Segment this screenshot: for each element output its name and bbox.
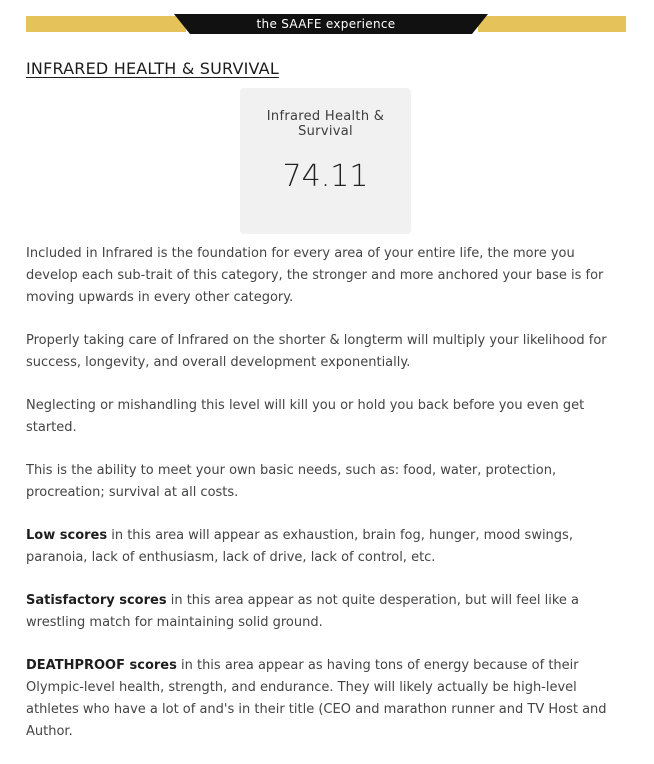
low-scores-label: Low scores	[26, 528, 108, 543]
paragraph-satisfactory-scores	[26, 590, 626, 634]
paragraph-text: Properly taking care of Infrared on the shorter & longterm will multiply your likelihood for success, longevity, and overall development exponentially.	[26, 333, 607, 370]
score-value: 74.11	[282, 159, 369, 194]
description-body	[26, 243, 626, 764]
paragraph-longterm	[26, 330, 626, 374]
paragraph-low-scores	[26, 525, 626, 569]
paragraph-text: Neglecting or mishandling this level will kill you or hold you back before you even get started.	[26, 398, 585, 435]
paragraph-deathproof-scores	[26, 655, 626, 743]
score-card-title: Infrared Health & Survival	[266, 109, 385, 139]
paragraph-text: This is the ability to meet your own basic needs, such as: food, water, protection, procreation; survival at all costs.	[26, 463, 557, 500]
paragraph-text: in this area appear as having tons of energy because of their Olympic-level health, strength, and endurance. They will likely actually be high-level athletes who have a lot of and's in their title (CEO and marathon runner and TV Host and Author.	[26, 658, 607, 739]
satisfactory-scores-label: Satisfactory scores	[26, 593, 167, 608]
page-title: INFRARED HEALTH & SURVIVAL	[26, 59, 279, 78]
paragraph-text: in this area will appear as exhaustion, brain fog, hunger, mood swings, paranoia, lack of enthusiasm, lack of drive, lack of control, etc.	[26, 528, 573, 565]
banner-title: the SAAFE experience	[256, 17, 396, 31]
paragraph-definition	[26, 460, 626, 504]
header-banner	[26, 14, 626, 34]
deathproof-scores-label: DEATHPROOF scores	[26, 658, 177, 673]
paragraph-text: in this area appear as not quite desperation, but will feel like a wrestling match for maintaining solid ground.	[26, 593, 579, 630]
paragraph-neglect	[26, 395, 626, 439]
paragraph-text: Included in Infrared is the foundation for every area of your entire life, the more you develop each sub-trait of this category, the stronger and more anchored your base is for moving upwards in every other category.	[26, 246, 604, 305]
score-card	[240, 88, 411, 234]
paragraph-intro	[26, 243, 626, 309]
